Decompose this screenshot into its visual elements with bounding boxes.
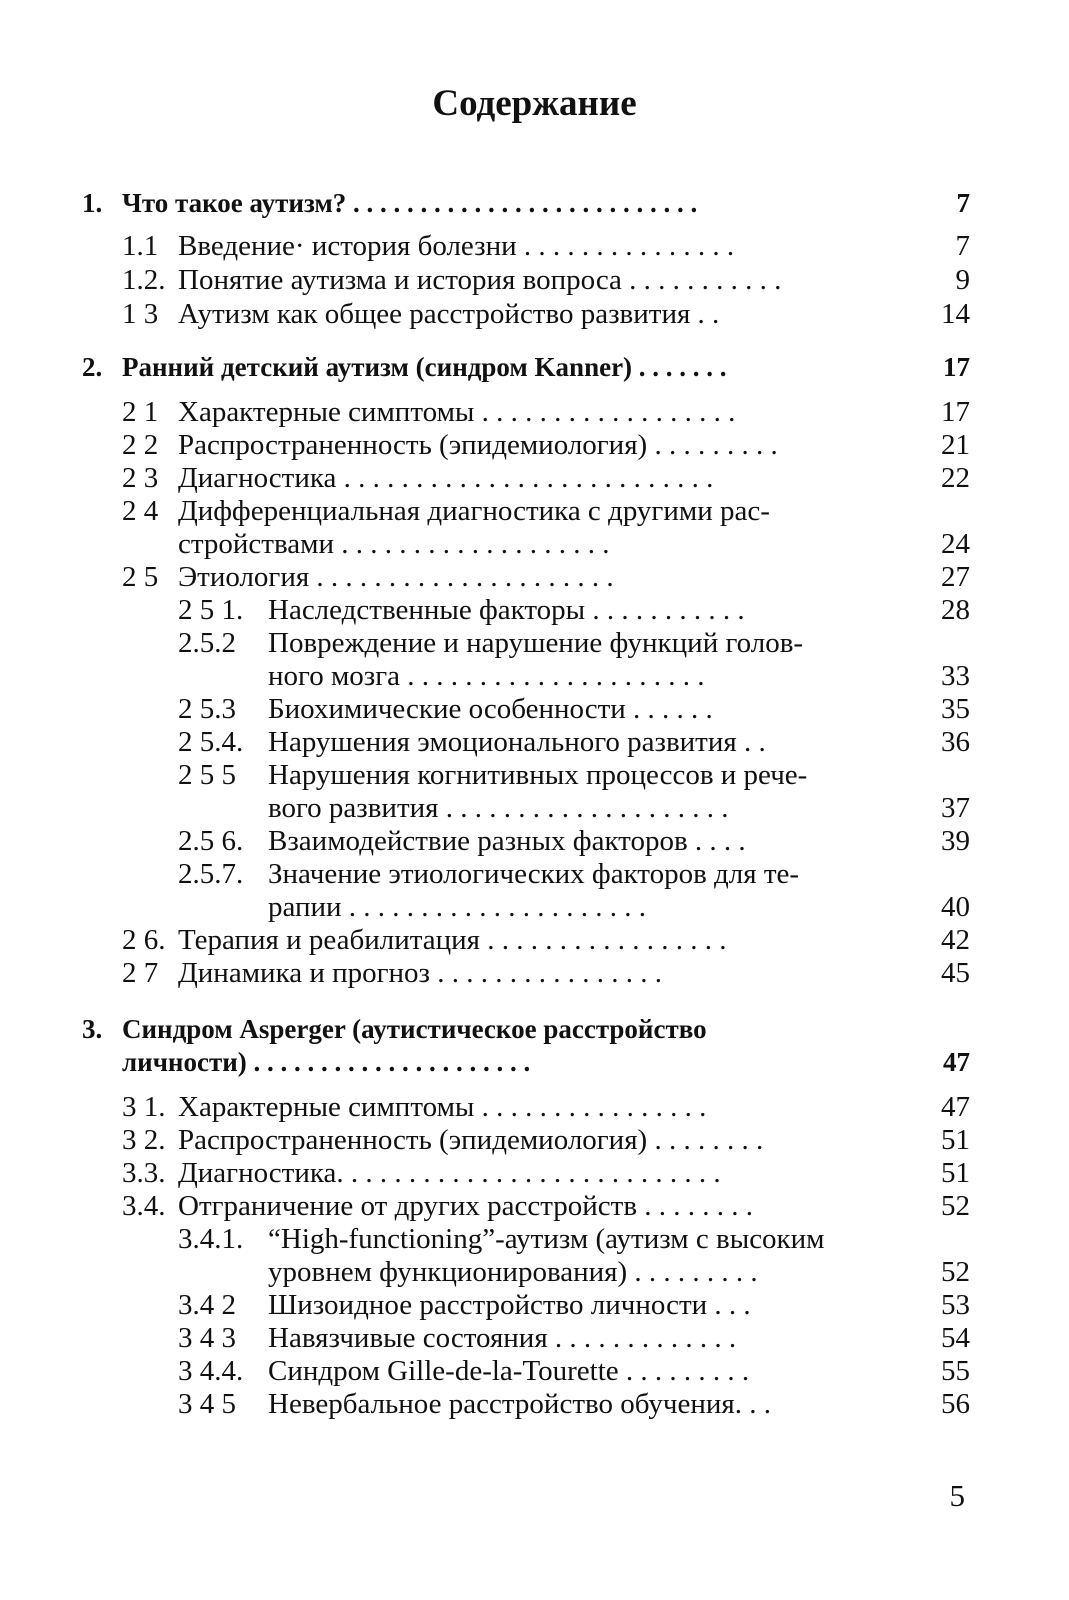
toc-entry [0,626,970,660]
toc-entry-page: 36 [941,726,970,758]
toc-entry-page: 17 [941,396,970,428]
toc-entry-page: 27 [941,561,970,593]
toc-entry-title: Распространенность (эпидемиология) . . . . . . . . [178,1124,764,1156]
toc-entry [0,229,970,263]
toc-entry-page: 51 [941,1157,970,1189]
toc-entry-number: 1 3 [122,298,159,330]
toc-entry [0,1189,970,1223]
toc-entry [0,1222,970,1256]
toc-entry [0,1045,970,1079]
toc-entry-page: 45 [941,957,970,989]
toc-entry-title: Дифференциальная диагностика с другими рас- [178,495,770,527]
toc-entry-number: 3.4. [122,1190,166,1222]
toc-entry-title: Терапия и реабилитация . . . . . . . . . . . . . . . . . [178,924,727,956]
toc-entry-number: 1. [82,188,103,218]
toc-entry-title: вого развития . . . . . . . . . . . . . . . . . . . . [268,792,729,824]
toc-entry-number: 2 1 [122,396,159,428]
toc-entry-number: 2 7 [122,957,159,989]
toc-entry-number: 2.5.2 [178,627,236,659]
toc-entry-page: 21 [941,429,970,461]
toc-entry [0,1321,970,1355]
toc-entry-number: 2 3 [122,462,159,494]
toc-entry-title: Синдром Asperger (аутистическое расстройство [122,1014,707,1044]
toc-entry [0,956,970,990]
toc-entry-title: стройствами . . . . . . . . . . . . . . . . . . . [178,528,610,560]
toc-entry-title: личности) . . . . . . . . . . . . . . . . . . . . . [122,1047,531,1077]
toc-entry-number: 3.3. [122,1157,166,1189]
toc-entry-title: ного мозга . . . . . . . . . . . . . . . . . . . . . [268,660,705,692]
toc-entry-page: 33 [941,660,970,692]
toc-entry-number: 2.5.7. [178,858,244,890]
toc-entry-number: 3 4.4. [178,1355,244,1387]
toc-entry-title: Нарушения эмоционального развития . . [268,726,766,758]
toc-entry-title: рапии . . . . . . . . . . . . . . . . . . . . . [268,891,647,923]
toc-entry-page: 42 [941,924,970,956]
toc-entry-title: Диагностика. . . . . . . . . . . . . . . . . . . . . . . . . . . [178,1157,721,1189]
toc-entry [0,692,970,726]
toc-entry [0,659,970,693]
toc-entry-page: 52 [941,1190,970,1222]
toc-entry [0,560,970,594]
toc-entry-title: Биохимические особенности . . . . . . [268,693,713,725]
toc-entry-page: 9 [955,264,970,296]
toc-entry [0,725,970,759]
toc-entry-title: Характерные симптомы . . . . . . . . . . . . . . . . . . [178,396,736,428]
toc-entry-number: 2.5 6. [178,825,244,857]
toc-entry-number: 2. [82,352,103,382]
toc-entry-title: Невербальное расстройство обучения. . . [268,1388,771,1420]
toc-entry-title: Навязчивые состояния . . . . . . . . . . . . . [268,1322,737,1354]
toc-entry [0,593,970,627]
toc-entry [0,1156,970,1190]
toc-entry-title: Взаимодействие разных факторов . . . . [268,825,746,857]
toc-entry-page: 35 [941,693,970,725]
toc-entry-page: 40 [941,891,970,923]
toc-entry-page: 54 [941,1322,970,1354]
page-title: Содержание [432,83,637,124]
toc-entry-page: 47 [941,1091,970,1123]
toc-entry-title: “High-functioning”-аутизм (аутизм с высоким [268,1223,825,1255]
toc-entry-page: 17 [943,352,970,382]
toc-entry [0,824,970,858]
toc-entry [0,1090,970,1124]
toc-entry-page: 47 [943,1047,970,1077]
toc-entry-number: 3 1. [122,1091,166,1123]
toc-entry-number: 3 2. [122,1124,166,1156]
toc-entry-page: 24 [941,528,970,560]
toc-entry-number: 3.4.1. [178,1223,244,1255]
toc-entry [0,1288,970,1322]
toc-entry-title: Динамика и прогноз . . . . . . . . . . . . . . . . [178,957,662,989]
toc-entry-title: Наследственные факторы . . . . . . . . . . . [268,594,745,626]
toc-entry [0,186,970,220]
toc-entry-title: Синдром Gille-de-la-Tourette . . . . . . . . . [268,1355,750,1387]
page-number: 5 [949,1478,965,1513]
toc-entry-number: 2 5.4. [178,726,244,758]
toc-entry-number: 3 4 5 [178,1388,236,1420]
toc-entry-number: 2 4 [122,495,159,527]
toc-entry [0,527,970,561]
toc-entry-number: 2 5.3 [178,693,236,725]
toc-entry-page: 7 [956,188,970,218]
toc-entry-number: 3 4 3 [178,1322,236,1354]
toc-entry-number: 2 5 1. [178,594,244,626]
toc-entry-page: 37 [941,792,970,824]
toc-entry [0,1123,970,1157]
toc-entry [0,890,970,924]
toc-entry [0,923,970,957]
toc-entry [0,1387,970,1421]
toc-entry [0,1255,970,1289]
toc-entry-title: Шизоидное расстройство личности . . . [268,1289,751,1321]
toc-entry-page: 28 [941,594,970,626]
toc-entry-page: 7 [955,230,970,262]
toc-entry-title: Повреждение и нарушение функций голов- [268,627,804,659]
toc-entry-title: Ранний детский аутизм (синдром Kanner) . . . . . . . [122,352,727,382]
toc-entry-page: 55 [941,1355,970,1387]
toc-entry-title: Значение этиологических факторов для те- [268,858,800,890]
toc-entry-page: 51 [941,1124,970,1156]
toc-entry-title: Понятие аутизма и история вопроса . . . . . . . . . . . [178,264,782,296]
toc-entry [0,1354,970,1388]
toc-entry-page: 56 [941,1388,970,1420]
toc-entry-number: 1.1 [122,230,159,262]
toc-entry-title: Нарушения когнитивных процессов и рече- [268,759,808,791]
toc-entry-number: 3. [82,1014,103,1044]
toc-entry [0,395,970,429]
toc-entry-number: 2 5 5 [178,759,236,791]
toc-entry-page: 52 [941,1256,970,1288]
toc-entry-title: Этиология . . . . . . . . . . . . . . . . . . . . . [178,561,614,593]
toc-entry [0,428,970,462]
toc-entry-title: Характерные симптомы . . . . . . . . . . . . . . . . [178,1091,707,1123]
toc-entry-page: 14 [941,298,970,330]
toc-entry-number: 1.2. [122,264,166,296]
toc-entry [0,1012,970,1046]
toc-entry-title: Отграничение от других расстройств . . . . . . . . [178,1190,754,1222]
toc-entry [0,494,970,528]
toc-entry-number: 3.4 2 [178,1289,236,1321]
toc-entry-title: Диагностика . . . . . . . . . . . . . . . . . . . . . . . . . . [178,462,714,494]
toc-entry-number: 2 2 [122,429,159,461]
toc-entry-title: уровнем функционирования) . . . . . . . . . [268,1256,758,1288]
toc-entry [0,857,970,891]
toc-entry [0,297,970,331]
toc-entry-title: Распространенность (эпидемиология) . . . . . . . . . [178,429,778,461]
toc-entry [0,791,970,825]
toc-entry-title: Что такое аутизм? . . . . . . . . . . . . . . . . . . . . . . . . . . [122,188,698,218]
toc-entry-page: 53 [941,1289,970,1321]
toc-entry-number: 2 6. [122,924,166,956]
toc-entry [0,263,970,297]
toc-entry [0,350,970,384]
toc-entry-page: 22 [941,462,970,494]
toc-entry [0,758,970,792]
toc-entry-number: 2 5 [122,561,159,593]
toc-entry-page: 39 [941,825,970,857]
toc-entry-title: Аутизм как общее расстройство развития . . [178,298,720,330]
toc-entry-title: Введение· история болезни . . . . . . . . . . . . . . . [178,230,735,262]
toc-entry [0,461,970,495]
